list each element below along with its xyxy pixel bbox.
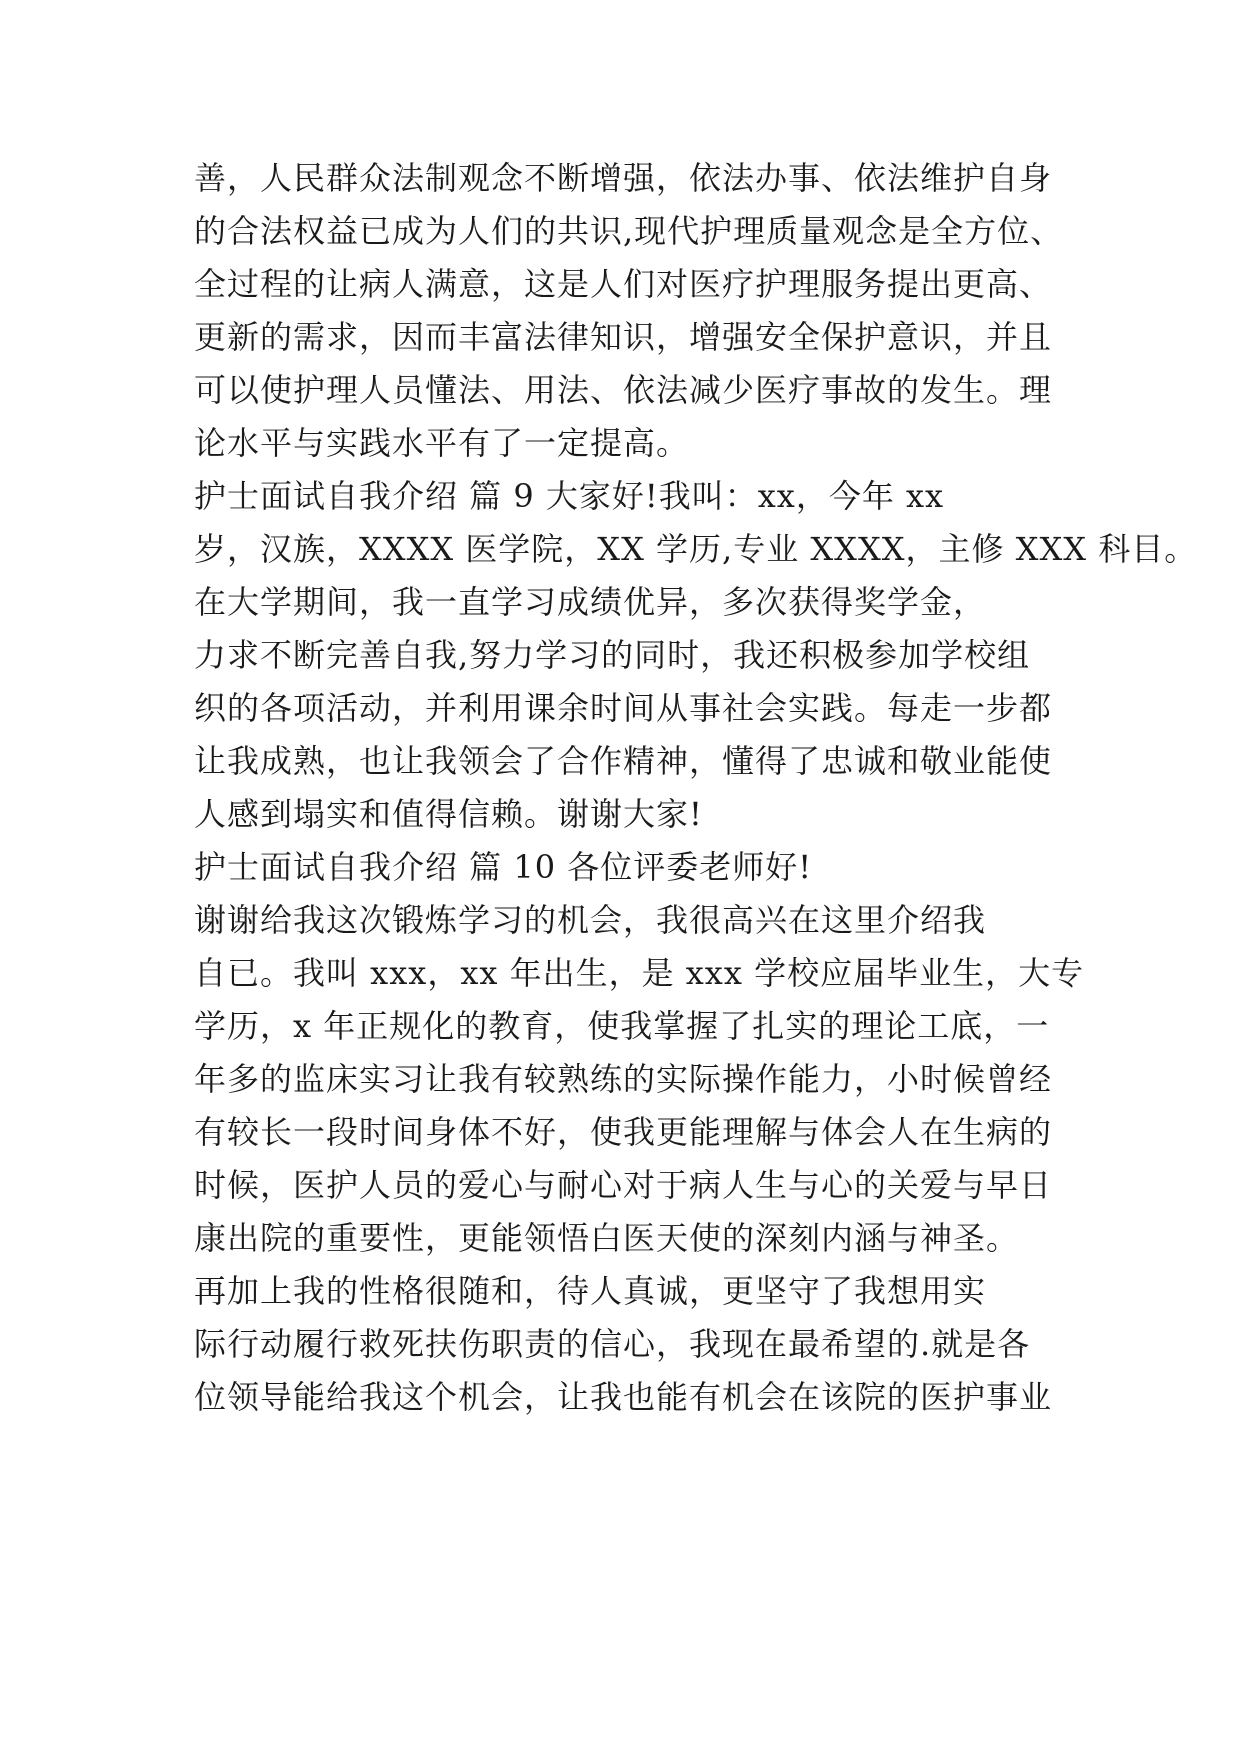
text-line: 再加上我的性格很随和，待人真诚，更坚守了我想用实 — [194, 1272, 987, 1310]
text-line: 有较长一段时间身体不好，使我更能理解与体会人在生病的 — [194, 1113, 1053, 1151]
text-line: 更新的需求，因而丰富法律知识，增强安全保护意识，并且 — [194, 318, 1053, 356]
text-line: 人感到塌实和值得信赖。谢谢大家! — [194, 795, 703, 833]
text-line: 让我成熟，也让我领会了合作精神，懂得了忠诚和敬业能使 — [194, 742, 1053, 780]
text-line: 护士面试自我介绍 篇 9 大家好!我叫：xx，今年 xx — [194, 477, 945, 515]
text-line: 在大学期间，我一直学习成绩优异，多次获得奖学金， — [194, 583, 987, 621]
text-line: 自已。我叫 xxx，xx 年出生，是 xxx 学校应届毕业生，大专 — [194, 954, 1085, 992]
text-line: 织的各项活动，并利用课余时间从事社会实践。每走一步都 — [194, 689, 1053, 727]
text-line: 岁，汉族，XXXX 医学院，XX 学历,专业 XXXX，主修 XXX 科目。 — [194, 530, 1198, 568]
text-line: 年多的监床实习让我有较熟练的实际操作能力，小时候曾经 — [194, 1060, 1053, 1098]
text-line: 全过程的让病人满意，这是人们对医疗护理服务提出更高、 — [194, 265, 1053, 303]
text-line: 时候，医护人员的爱心与耐心对于病人生与心的关爱与早日 — [194, 1166, 1053, 1204]
text-line: 学历，x 年正规化的教育，使我掌握了扎实的理论工底，一 — [194, 1007, 1050, 1045]
text-line: 际行动履行救死扶伤职责的信心，我现在最希望的.就是各 — [194, 1325, 1031, 1363]
text-line: 谢谢给我这次锻炼学习的机会，我很高兴在这里介绍我 — [194, 901, 987, 939]
text-line: 力求不断完善自我,努力学习的同时，我还积极参加学校组 — [194, 636, 1031, 674]
text-line: 善，人民群众法制观念不断增强，依法办事、依法维护自身 — [194, 159, 1053, 197]
text-line: 论水平与实践水平有了一定提高。 — [194, 424, 690, 462]
text-line: 护士面试自我介绍 篇 10 各位评委老师好! — [194, 848, 813, 886]
text-line: 可以使护理人员懂法、用法、依法减少医疗事故的发生。理 — [194, 371, 1053, 409]
text-line: 康出院的重要性，更能领悟白医天使的深刻内涵与神圣。 — [194, 1219, 1020, 1257]
text-line: 位领导能给我这个机会，让我也能有机会在该院的医护事业 — [194, 1378, 1053, 1416]
text-line: 的合法权益已成为人们的共识,现代护理质量观念是全方位、 — [194, 212, 1064, 250]
